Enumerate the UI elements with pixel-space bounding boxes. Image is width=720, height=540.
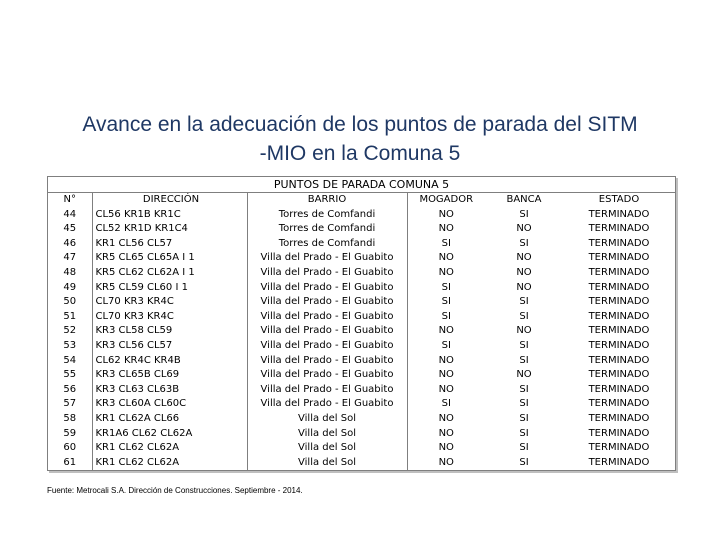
cell-estado: TERMINADO <box>588 369 650 381</box>
cell-number: 58 <box>63 412 77 424</box>
cell-direccion: KR1 CL62A CL66 <box>92 412 247 427</box>
cell-mogador: NO <box>438 354 454 366</box>
table-row <box>48 310 675 325</box>
cell-mogador: SI <box>441 398 451 410</box>
cell-banca: NO <box>516 252 532 264</box>
cell-barrio: Villa del Prado - El Guabito <box>247 324 407 339</box>
cell-estado: TERMINADO <box>588 412 650 424</box>
cell-direccion: KR3 CL63 CL63B <box>92 383 247 398</box>
cell-banca: SI <box>519 427 529 439</box>
header-mogador: MOGADOR <box>419 194 474 205</box>
cell-mogador: SI <box>441 281 451 293</box>
cell-banca: SI <box>519 310 529 322</box>
cell-mogador: SI <box>441 237 451 249</box>
cell-banca: SI <box>519 208 529 220</box>
cell-number: 47 <box>63 252 77 264</box>
cell-number: 54 <box>63 354 77 366</box>
table-header-row <box>48 193 675 208</box>
cell-direccion: KR1A6 CL62 CL62A <box>92 427 247 442</box>
cell-mogador: NO <box>438 325 454 337</box>
cell-barrio: Villa del Prado - El Guabito <box>247 397 407 412</box>
cell-banca: NO <box>516 325 532 337</box>
cell-banca: SI <box>519 296 529 308</box>
cell-banca: SI <box>519 456 529 468</box>
cell-barrio: Villa del Prado - El Guabito <box>247 310 407 325</box>
table-row <box>48 456 675 471</box>
cell-banca: NO <box>516 266 532 278</box>
cell-estado: TERMINADO <box>588 427 650 439</box>
cell-estado: TERMINADO <box>588 266 650 278</box>
cell-estado: TERMINADO <box>588 223 650 235</box>
cell-estado: TERMINADO <box>588 296 650 308</box>
cell-estado: TERMINADO <box>588 354 650 366</box>
cell-estado: TERMINADO <box>588 442 650 454</box>
cell-banca: NO <box>516 369 532 381</box>
cell-estado: TERMINADO <box>588 325 650 337</box>
cell-direccion: KR5 CL65 CL65A I 1 <box>92 251 247 266</box>
table-row <box>48 281 675 296</box>
cell-direccion: KR3 CL60A CL60C <box>92 397 247 412</box>
cell-banca: SI <box>519 398 529 410</box>
cell-estado: TERMINADO <box>588 252 650 264</box>
table-row <box>48 397 675 412</box>
cell-mogador: NO <box>438 223 454 235</box>
cell-barrio: Villa del Sol <box>247 427 407 442</box>
cell-mogador: NO <box>438 383 454 395</box>
cell-estado: TERMINADO <box>588 339 650 351</box>
cell-barrio: Villa del Prado - El Guabito <box>247 295 407 310</box>
cell-barrio: Villa del Prado - El Guabito <box>247 354 407 369</box>
cell-barrio: Villa del Sol <box>247 412 407 427</box>
cell-number: 49 <box>63 281 77 293</box>
cell-barrio: Villa del Prado - El Guabito <box>247 383 407 398</box>
cell-direccion: CL52 KR1D KR1C4 <box>92 222 247 237</box>
cell-barrio: Torres de Comfandi <box>247 222 407 237</box>
cell-direccion: KR3 CL56 CL57 <box>92 339 247 354</box>
table-body <box>48 208 675 471</box>
cell-estado: TERMINADO <box>588 208 650 220</box>
table-row <box>48 339 675 354</box>
cell-mogador: SI <box>441 296 451 308</box>
cell-estado: TERMINADO <box>588 281 650 293</box>
cell-banca: SI <box>519 237 529 249</box>
cell-barrio: Villa del Prado - El Guabito <box>247 251 407 266</box>
header-estado: ESTADO <box>598 194 640 205</box>
cell-number: 56 <box>63 383 77 395</box>
cell-estado: TERMINADO <box>588 398 650 410</box>
cell-banca: SI <box>519 442 529 454</box>
page-title <box>0 110 720 168</box>
cell-direccion: KR5 CL62 CL62A I 1 <box>92 266 247 281</box>
cell-direccion: CL70 KR3 KR4C <box>92 310 247 325</box>
cell-mogador: SI <box>441 339 451 351</box>
cell-banca: NO <box>516 281 532 293</box>
cell-mogador: NO <box>438 252 454 264</box>
table-row <box>48 237 675 252</box>
stops-table <box>48 193 676 470</box>
header-barrio: BARRIO <box>247 193 407 208</box>
cell-direccion: KR3 CL65B CL69 <box>92 368 247 383</box>
table-row <box>48 208 675 223</box>
table-row <box>48 266 675 281</box>
cell-barrio: Villa del Sol <box>247 441 407 456</box>
cell-number: 45 <box>63 223 77 235</box>
stops-table-container <box>47 176 676 471</box>
cell-direccion: CL56 KR1B KR1C <box>92 208 247 223</box>
cell-banca: SI <box>519 412 529 424</box>
cell-banca: SI <box>519 339 529 351</box>
title-line-2: -MIO en la Comuna 5 <box>259 142 461 165</box>
cell-estado: TERMINADO <box>588 310 650 322</box>
table-caption: PUNTOS DE PARADA COMUNA 5 <box>48 177 675 193</box>
cell-number: 59 <box>63 427 77 439</box>
cell-barrio: Villa del Prado - El Guabito <box>247 339 407 354</box>
cell-number: 57 <box>63 398 77 410</box>
cell-mogador: NO <box>438 208 454 220</box>
title-line-1: Avance en la adecuación de los puntos de parada del SITM <box>82 113 638 136</box>
cell-barrio: Villa del Prado - El Guabito <box>247 368 407 383</box>
cell-barrio: Villa del Prado - El Guabito <box>247 281 407 296</box>
cell-number: 46 <box>63 237 77 249</box>
header-number: N° <box>63 194 76 205</box>
cell-number: 51 <box>63 310 77 322</box>
table-row <box>48 441 675 456</box>
cell-barrio: Torres de Comfandi <box>247 208 407 223</box>
cell-mogador: NO <box>438 456 454 468</box>
cell-direccion: KR5 CL59 CL60 I 1 <box>92 281 247 296</box>
cell-mogador: NO <box>438 442 454 454</box>
header-direccion: DIRECCIÓN <box>92 193 247 208</box>
cell-number: 44 <box>63 208 77 220</box>
cell-barrio: Torres de Comfandi <box>247 237 407 252</box>
table-row <box>48 295 675 310</box>
table-row <box>48 412 675 427</box>
cell-estado: TERMINADO <box>588 456 650 468</box>
cell-mogador: NO <box>438 369 454 381</box>
cell-barrio: Villa del Sol <box>247 456 407 471</box>
cell-number: 52 <box>63 325 77 337</box>
cell-number: 53 <box>63 339 77 351</box>
cell-mogador: NO <box>438 412 454 424</box>
cell-estado: TERMINADO <box>588 383 650 395</box>
cell-direccion: KR1 CL62 CL62A <box>92 456 247 471</box>
cell-mogador: NO <box>438 266 454 278</box>
cell-direccion: KR1 CL62 CL62A <box>92 441 247 456</box>
cell-direccion: KR1 CL56 CL57 <box>92 237 247 252</box>
cell-number: 61 <box>63 456 77 468</box>
cell-number: 55 <box>63 369 77 381</box>
cell-banca: SI <box>519 354 529 366</box>
table-row <box>48 324 675 339</box>
table-row <box>48 222 675 237</box>
table-row <box>48 427 675 442</box>
cell-mogador: SI <box>441 310 451 322</box>
cell-direccion: CL62 KR4C KR4B <box>92 354 247 369</box>
table-row <box>48 354 675 369</box>
cell-number: 60 <box>63 442 77 454</box>
cell-mogador: NO <box>438 427 454 439</box>
cell-banca: SI <box>519 383 529 395</box>
cell-banca: NO <box>516 223 532 235</box>
cell-direccion: KR3 CL58 CL59 <box>92 324 247 339</box>
source-note: Fuente: Metrocali S.A. Dirección de Construcciones. Septiembre - 2014. <box>47 486 303 495</box>
cell-number: 50 <box>63 296 77 308</box>
cell-estado: TERMINADO <box>588 237 650 249</box>
cell-barrio: Villa del Prado - El Guabito <box>247 266 407 281</box>
table-row <box>48 383 675 398</box>
cell-direccion: CL70 KR3 KR4C <box>92 295 247 310</box>
table-row <box>48 251 675 266</box>
table-row <box>48 368 675 383</box>
header-banca: BANCA <box>506 194 542 205</box>
cell-number: 48 <box>63 266 77 278</box>
